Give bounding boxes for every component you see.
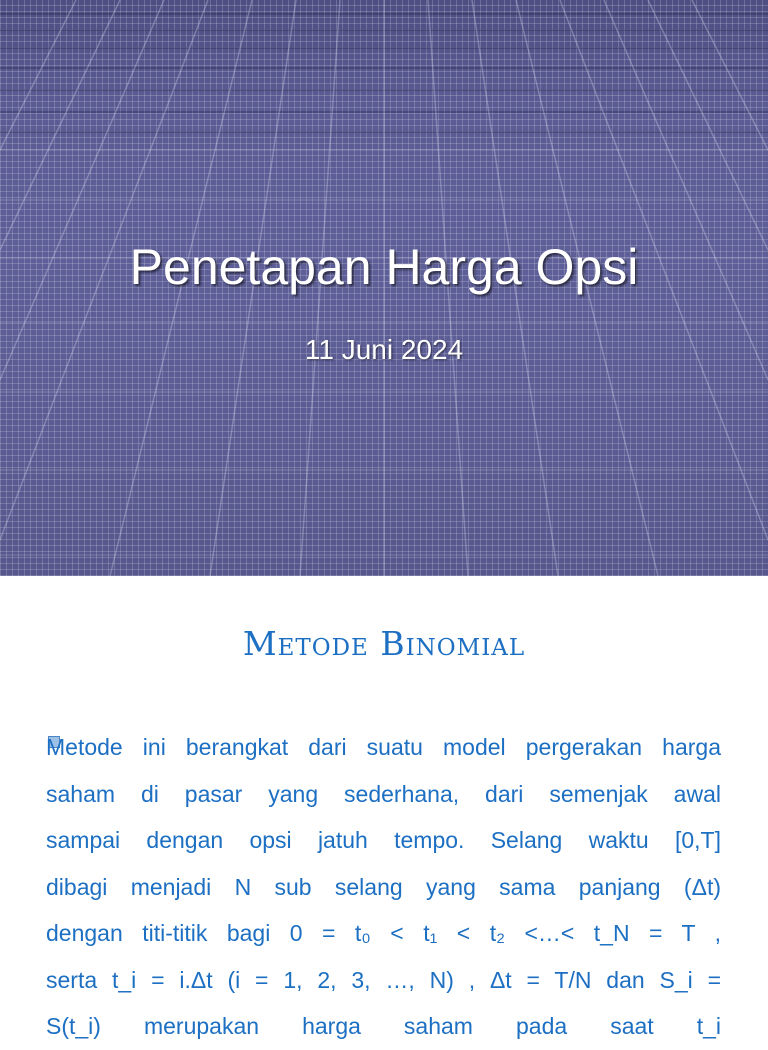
- paragraph-line: dibagi menjadi N sub selang yang sama panjang (Δt): [46, 873, 721, 900]
- paragraph-line: saham di pasar yang sederhana, dari semenjak awal: [46, 780, 721, 807]
- paragraph-line: S(t_i) merupakan harga saham pada saat t_i: [46, 1013, 721, 1039]
- paragraph-line: dengan titi-titik bagi 0 = t₀ < t₁ < t₂ <…< t_N = T ,: [46, 920, 721, 946]
- slide-date: 11 Juni 2024: [304, 334, 464, 365]
- paragraph-line: sampai dengan opsi jatuh tempo. Selang waktu [0,T]: [46, 827, 721, 853]
- paragraph: [46, 724, 721, 1050]
- paragraph-line: serta t_i = i.Δt (i = 1, 2, 3, …, N) , Δt = T/N dan S_i =: [46, 966, 721, 993]
- section-heading: Metode Binomial: [242, 624, 526, 663]
- slide-title: Penetapan Harga Opsi: [129, 239, 639, 295]
- content-slide: [0, 576, 768, 1039]
- paragraph-line: Metode ini berangkat dari suatu model pergerakan harga: [46, 734, 721, 760]
